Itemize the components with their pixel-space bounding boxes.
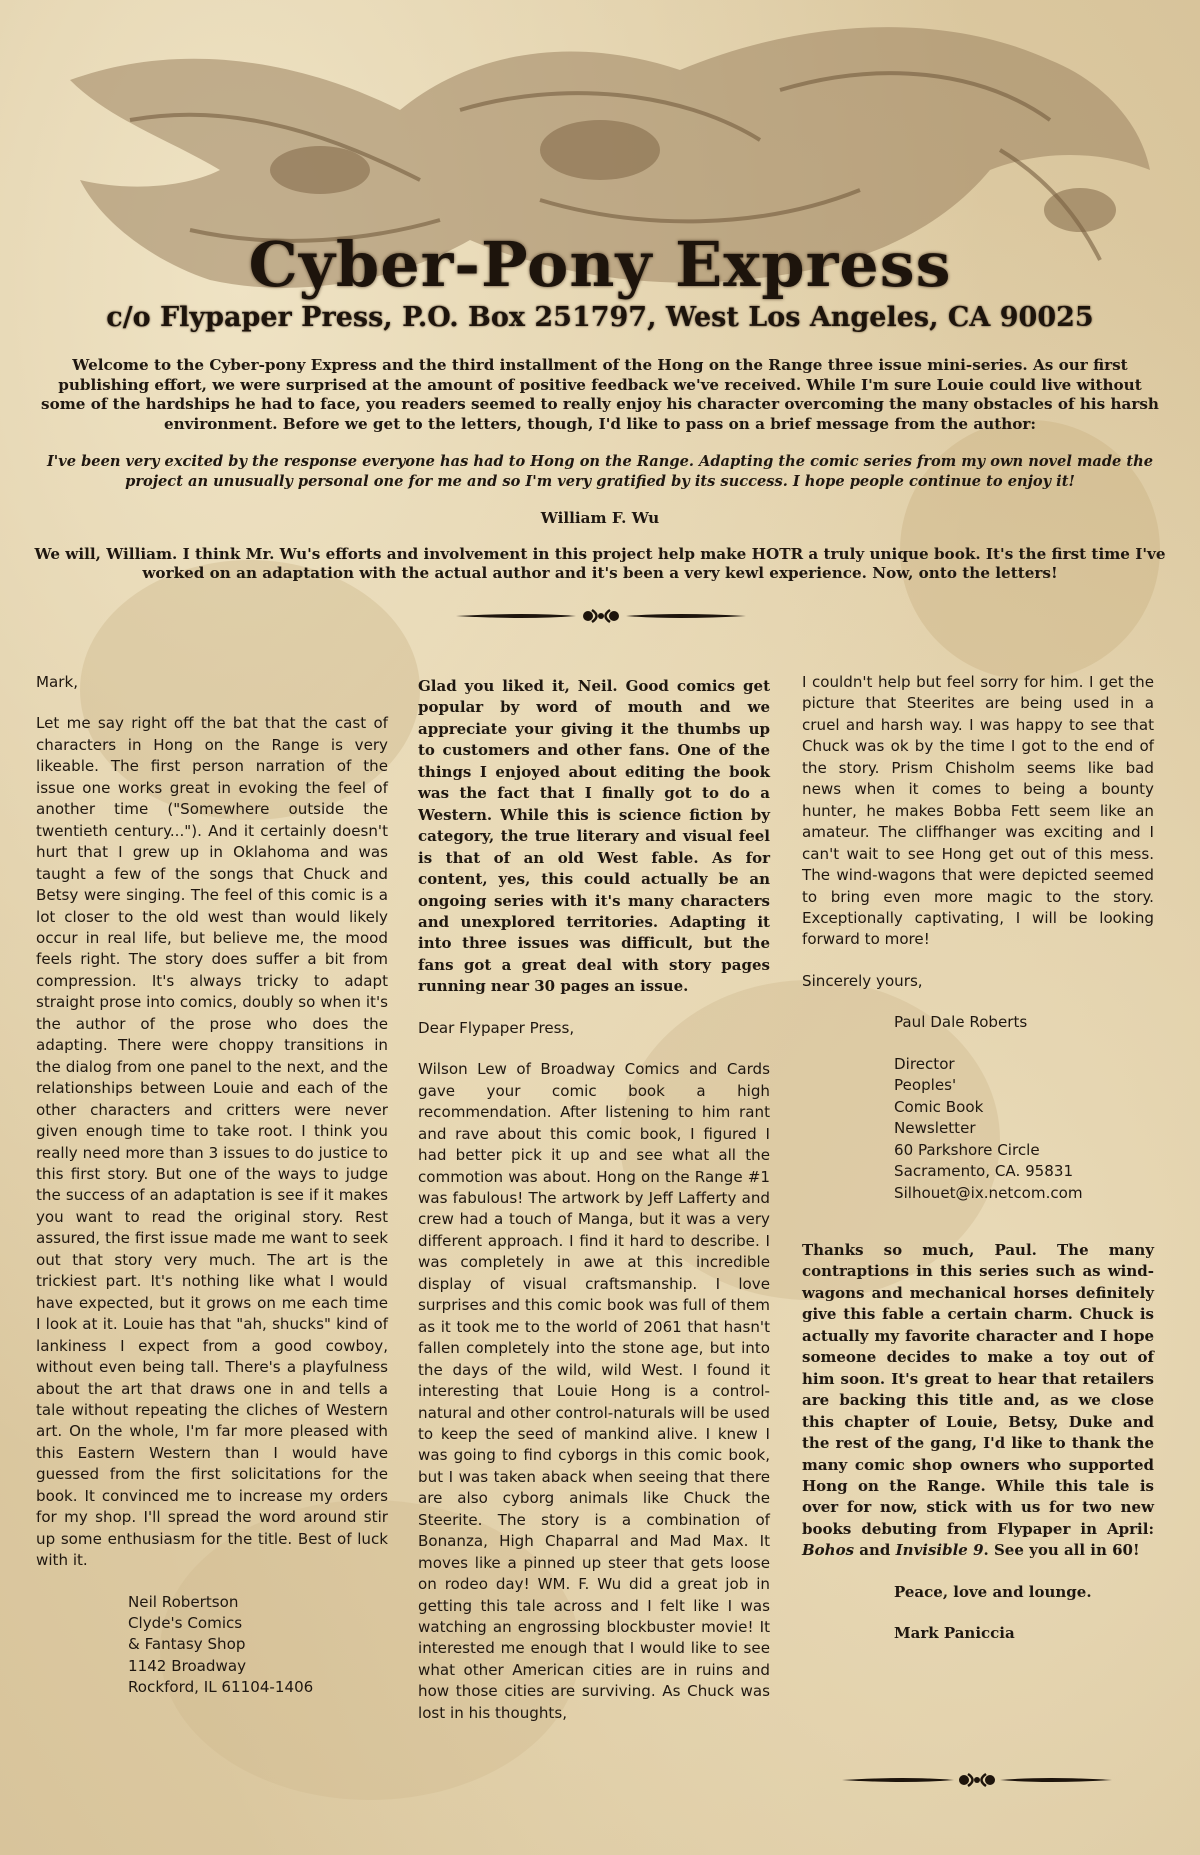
page-title: Cyber-Pony Express	[248, 228, 952, 301]
author-message: I've been very excited by the response everyone has had to Hong on the Range. Adapting the comic series from my own novel made the project an unusually personal one for me and so I'm very gratified by its success. I hope people continue to enjoy it!	[46, 453, 1154, 490]
signature-line: Newsletter	[894, 1119, 976, 1138]
signature-line: Clyde's Comics	[128, 1614, 243, 1633]
divider-ornament	[456, 604, 746, 628]
intro-section	[34, 356, 1166, 602]
signature-line: 60 Parkshore Circle	[894, 1140, 1040, 1159]
author-signature: William F. Wu	[540, 509, 660, 527]
editor-closing: Peace, love and lounge.	[894, 1582, 1092, 1601]
signature-line: & Fantasy Shop	[128, 1635, 246, 1654]
welcome-paragraph: Welcome to the Cyber-pony Express and the third installment of the Hong on the Range three issue mini-series. As our first publishing effort, we were surprised at the amount of positive feedback we've received. While I'm sure Louie could live without some of the hardships he had to face, you readers seemed to really enjoy his character overcoming the many obstacles of his harsh environment. Before we get to the letters, though, I'd like to pass on a brief message from the author:	[41, 356, 1159, 433]
letter-body: Let me say right off the bat that the cast of characters in Hong on the Range is very likeable. The first person narration of the issue one works great in evoking the feel of another time ("Somewhere outside the twentieth century..."). And it certainly doesn't hurt that I grew up in Oklahoma and was taught a few of the songs that Chuck and Betsy were singing. The feel of this comic is a lot closer to the old west than would likely occur in real life, but believe me, the mood feels right. The story does suffer a bit from compression. It's always tricky to adapt straight prose into comics, doubly so when it's the author of the prose who does the adapting. There were choppy transitions in the dialog from one panel to the next, and the relationships between Louie and each of the other characters and critters were never given enough time to take root. I think you really need more than 3 issues to do justice to this first story. But one of the ways to judge the success of an adaptation is see if it makes you want to read the original story. Rest assured, the first issue made me want to seek out that story very much. The art is the trickiest part. It's nothing like what I would have expected, but it grows on me each time I look at it. Louie has that "ah, shucks" kind of lankiness I expect from a good cowboy, without even being tall. There's a playfulness about the art that draws one in and tells a tale without repeating the cliches of Western art. On the whole, I'm far more pleased with this Eastern Western than I would have guessed from the first solicitations for the book. It convinced me to increase my orders for my shop. I'll spread the word around stir up some enthusiasm for the title. Best of luck with it.	[36, 714, 388, 1570]
letter-signature	[128, 1592, 388, 1699]
editor-reply-text: Thanks so much, Paul. The many contraptions in this series such as wind-wagons and mechanical horses definitely give this fable a certain charm. Chuck is actually my favorite character and I hope someone decides to make a toy out of him soon. It's great to hear that retailers are backing this title and, as we close this chapter of Louie, Betsy, Duke and the rest of the gang, I'd like to thank the many comic shop owners who supported Hong on the Range. While this tale is over for now, stick with us for two new books debuting from Flypaper in April:	[802, 1240, 1154, 1538]
letter-body-continued: I couldn't help but feel sorry for him. I get the picture that Steerites are being used in a cruel and harsh way. I was happy to see that Chuck was ok by the time I got to the end of the story. Prism Chisholm seems like bad news when it comes to being a bounty hunter, he makes Bobba Fett seem like an amateur. The cliffhanger was exciting and I can't wait to see Hong get out of this mess. The wind-wagons that were depicted seemed to bring even more magic to the story. Exceptionally captivating, I will be looking forward to more!	[802, 673, 1154, 949]
signature-line: Director	[894, 1054, 955, 1073]
signature-line: Peoples'	[894, 1076, 957, 1095]
letter-closing: Sincerely yours,	[802, 971, 923, 990]
end-ornament	[842, 1768, 1112, 1792]
letter-salutation: Mark,	[36, 673, 79, 691]
conjunction: and	[859, 1541, 891, 1560]
signature-line: Sacramento, CA. 95831	[894, 1162, 1074, 1181]
signature-name: Paul Dale Roberts	[894, 1013, 1028, 1032]
editor-signature: Mark Paniccia	[894, 1624, 1015, 1643]
signature-line: Rockford, IL 61104-1406	[128, 1678, 314, 1697]
mailing-address: c/o Flypaper Press, P.O. Box 251797, West Los Angeles, CA 90025	[106, 302, 1094, 333]
editor-reply	[802, 1240, 1154, 1562]
letter-signature	[894, 1012, 1154, 1204]
editor-reply-text: . See you all in 60!	[983, 1541, 1140, 1560]
editor-reply-intro: We will, William. I think Mr. Wu's efforts and involvement in this project help make HOTR a truly unique book. It's the first time I've worked on an adaptation with the actual author and it's been a very kewl experience. Now, onto the letters!	[34, 544, 1166, 582]
letter-body: Wilson Lew of Broadway Comics and Cards gave your comic book a high recommendation. After listening to him rant and rave about this comic book, I figured I had better pick it up and see what all the commotion was about. Hong on the Range #1 was fabulous! The artwork by Jeff Lafferty and crew had a touch of Manga, but it was a very different approach. I find it hard to describe. I was completely in awe at this incredible display of visual craftsmanship. I love surprises and this comic book was full of them as it took me to the world of 2061 that hasn't fallen completely into the stone age, but into the days of the wild, wild West. I found it interesting that Louie Hong is a control-natural and other control-naturals will be used to keep the seed of mankind alive. I knew I was going to find cyborgs in this comic book, but I was taken aback when seeing that there are also cyborg animals like Chuck the Steerite. The story is a combination of Bonanza, High Chaparral and Mad Max. It moves like a pinned up steer that gets loose on rodeo day! WM. F. Wu did a great job in getting this tale across and I felt like I was watching an engrossing blockbuster movie! It interested me enough that I would like to see what other American cities are in ruins and how those cities are surviving. As Chuck was lost in his thoughts,	[418, 1060, 770, 1722]
letters-column-3	[802, 672, 1154, 1665]
letters-column-2	[418, 676, 770, 1744]
signature-line: 1142 Broadway	[128, 1656, 247, 1675]
book-title: Bohos	[802, 1541, 855, 1560]
editor-reply: Glad you liked it, Neil. Good comics get popular by word of mouth and we appreciate your giving it the thumbs up to customers and other fans. One of the things I enjoyed about editing the book was the fact that I finally got to do a Western. While this is science fiction by category, the true literary and visual feel is that of an old West fable. As for content, yes, this could actually be an ongoing series with it's many characters and unexplored territories. Adapting it into three issues was difficult, but the fans got a great deal with story pages running near 30 pages an issue.	[418, 677, 770, 996]
signature-line: Neil Robertson	[128, 1592, 239, 1611]
signature-line: Silhouet@ix.netcom.com	[894, 1183, 1083, 1202]
book-title: Invisible 9	[895, 1541, 984, 1560]
signature-line: Comic Book	[894, 1097, 984, 1116]
letter-salutation: Dear Flypaper Press,	[418, 1018, 575, 1037]
letters-column-1	[36, 672, 388, 1699]
